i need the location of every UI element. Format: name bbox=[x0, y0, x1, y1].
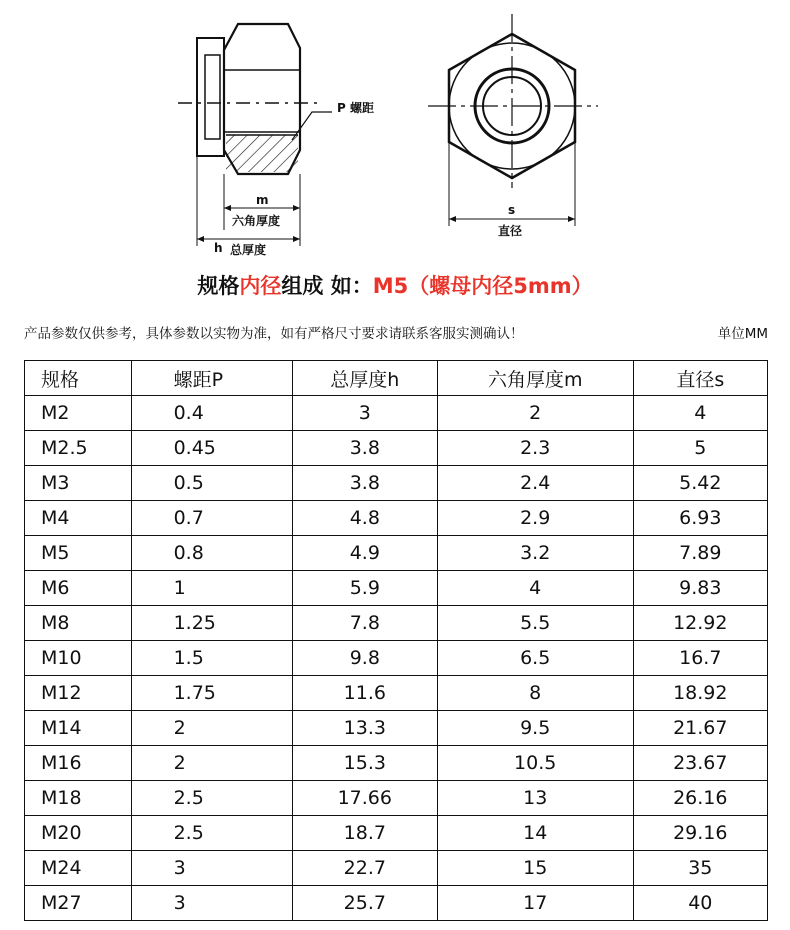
cell-total-thickness: 3.8 bbox=[292, 431, 437, 466]
cell-pitch: 2 bbox=[131, 711, 292, 746]
table-row bbox=[25, 851, 768, 886]
cell-total-thickness: 18.7 bbox=[292, 816, 437, 851]
cell-hex-thickness: 2.9 bbox=[437, 501, 633, 536]
cell-total-thickness: 4.9 bbox=[292, 536, 437, 571]
cell-total-thickness: 5.9 bbox=[292, 571, 437, 606]
cell-hex-thickness: 13 bbox=[437, 781, 633, 816]
title-middle: 组成 如： bbox=[281, 274, 373, 298]
cell-total-thickness: 4.8 bbox=[292, 501, 437, 536]
cell-spec: M3 bbox=[25, 466, 132, 501]
hex-thickness-label: 六角厚度 bbox=[232, 214, 281, 228]
cell-pitch: 1.25 bbox=[131, 606, 292, 641]
cell-diameter: 40 bbox=[633, 886, 767, 921]
cell-hex-thickness: 2.4 bbox=[437, 466, 633, 501]
cell-spec: M16 bbox=[25, 746, 132, 781]
header-pitch: 螺距P bbox=[131, 361, 292, 396]
spec-table bbox=[24, 360, 768, 921]
cell-spec: M5 bbox=[25, 536, 132, 571]
table-row bbox=[25, 886, 768, 921]
cell-hex-thickness: 4 bbox=[437, 571, 633, 606]
cell-pitch: 2.5 bbox=[131, 816, 292, 851]
cell-diameter: 4 bbox=[633, 396, 767, 431]
cell-pitch: 2.5 bbox=[131, 781, 292, 816]
cell-diameter: 12.92 bbox=[633, 606, 767, 641]
table-body bbox=[25, 396, 768, 921]
cell-diameter: 35 bbox=[633, 851, 767, 886]
table-row bbox=[25, 396, 768, 431]
title-prefix: 规格 bbox=[197, 274, 240, 298]
diameter-label: 直径 bbox=[498, 224, 523, 238]
cell-diameter: 5 bbox=[633, 431, 767, 466]
cell-total-thickness: 3.8 bbox=[292, 466, 437, 501]
disclaimer-note: 产品参数仅供参考，具体参数以实物为准，如有严格尺寸要求请联系客服实测确认！ bbox=[24, 326, 524, 342]
cell-hex-thickness: 3.2 bbox=[437, 536, 633, 571]
cell-pitch: 2 bbox=[131, 746, 292, 781]
cell-spec: M12 bbox=[25, 676, 132, 711]
table-row bbox=[25, 746, 768, 781]
cell-hex-thickness: 17 bbox=[437, 886, 633, 921]
cell-total-thickness: 25.7 bbox=[292, 886, 437, 921]
total-thickness-label: 总厚度 bbox=[230, 243, 267, 257]
header-spec: 规格 bbox=[25, 361, 132, 396]
cell-total-thickness: 13.3 bbox=[292, 711, 437, 746]
spec-title bbox=[0, 270, 790, 300]
cell-total-thickness: 22.7 bbox=[292, 851, 437, 886]
cell-pitch: 3 bbox=[131, 851, 292, 886]
cell-spec: M2 bbox=[25, 396, 132, 431]
cell-diameter: 26.16 bbox=[633, 781, 767, 816]
cell-hex-thickness: 10.5 bbox=[437, 746, 633, 781]
cell-pitch: 0.5 bbox=[131, 466, 292, 501]
cell-pitch: 0.45 bbox=[131, 431, 292, 466]
cell-spec: M27 bbox=[25, 886, 132, 921]
cell-spec: M10 bbox=[25, 641, 132, 676]
table-row bbox=[25, 431, 768, 466]
cell-total-thickness: 3 bbox=[292, 396, 437, 431]
cell-total-thickness: 11.6 bbox=[292, 676, 437, 711]
cell-diameter: 9.83 bbox=[633, 571, 767, 606]
cell-hex-thickness: 2.3 bbox=[437, 431, 633, 466]
cell-total-thickness: 9.8 bbox=[292, 641, 437, 676]
cell-total-thickness: 17.66 bbox=[292, 781, 437, 816]
table-row bbox=[25, 711, 768, 746]
cell-diameter: 18.92 bbox=[633, 676, 767, 711]
table-row bbox=[25, 676, 768, 711]
cell-pitch: 1 bbox=[131, 571, 292, 606]
cell-spec: M8 bbox=[25, 606, 132, 641]
cell-pitch: 0.8 bbox=[131, 536, 292, 571]
cell-hex-thickness: 2 bbox=[437, 396, 633, 431]
cell-diameter: 29.16 bbox=[633, 816, 767, 851]
cell-pitch: 0.4 bbox=[131, 396, 292, 431]
table-row bbox=[25, 781, 768, 816]
cell-diameter: 16.7 bbox=[633, 641, 767, 676]
cell-pitch: 1.5 bbox=[131, 641, 292, 676]
h-symbol-label: h bbox=[214, 241, 223, 255]
cell-total-thickness: 7.8 bbox=[292, 606, 437, 641]
nut-technical-drawing bbox=[0, 0, 790, 262]
unit-label: 单位MM bbox=[717, 326, 768, 342]
cell-total-thickness: 15.3 bbox=[292, 746, 437, 781]
title-example: M5（螺母内径5mm） bbox=[372, 274, 593, 298]
table-row bbox=[25, 466, 768, 501]
cell-diameter: 5.42 bbox=[633, 466, 767, 501]
cell-spec: M2.5 bbox=[25, 431, 132, 466]
m-symbol-label: m bbox=[256, 193, 269, 207]
cell-hex-thickness: 14 bbox=[437, 816, 633, 851]
cell-spec: M20 bbox=[25, 816, 132, 851]
cell-diameter: 23.67 bbox=[633, 746, 767, 781]
cell-spec: M24 bbox=[25, 851, 132, 886]
cell-pitch: 0.7 bbox=[131, 501, 292, 536]
pitch-label: P 螺距 bbox=[337, 101, 374, 115]
header-total-thickness: 总厚度h bbox=[292, 361, 437, 396]
cell-spec: M14 bbox=[25, 711, 132, 746]
header-hex-thickness: 六角厚度m bbox=[437, 361, 633, 396]
cell-spec: M18 bbox=[25, 781, 132, 816]
cell-diameter: 6.93 bbox=[633, 501, 767, 536]
cell-spec: M6 bbox=[25, 571, 132, 606]
cell-hex-thickness: 8 bbox=[437, 676, 633, 711]
cell-pitch: 3 bbox=[131, 886, 292, 921]
table-row bbox=[25, 571, 768, 606]
title-highlight: 内径 bbox=[239, 274, 282, 298]
table-header-row bbox=[25, 361, 768, 396]
s-symbol-label: s bbox=[508, 203, 516, 217]
cell-hex-thickness: 9.5 bbox=[437, 711, 633, 746]
table-row bbox=[25, 606, 768, 641]
table-row bbox=[25, 501, 768, 536]
header-diameter: 直径s bbox=[633, 361, 767, 396]
table-row bbox=[25, 816, 768, 851]
cell-hex-thickness: 15 bbox=[437, 851, 633, 886]
cell-pitch: 1.75 bbox=[131, 676, 292, 711]
table-row bbox=[25, 641, 768, 676]
cell-diameter: 7.89 bbox=[633, 536, 767, 571]
table-row bbox=[25, 536, 768, 571]
top-view-drawing bbox=[428, 14, 598, 226]
cell-hex-thickness: 5.5 bbox=[437, 606, 633, 641]
cell-hex-thickness: 6.5 bbox=[437, 641, 633, 676]
cell-diameter: 21.67 bbox=[633, 711, 767, 746]
cell-spec: M4 bbox=[25, 501, 132, 536]
